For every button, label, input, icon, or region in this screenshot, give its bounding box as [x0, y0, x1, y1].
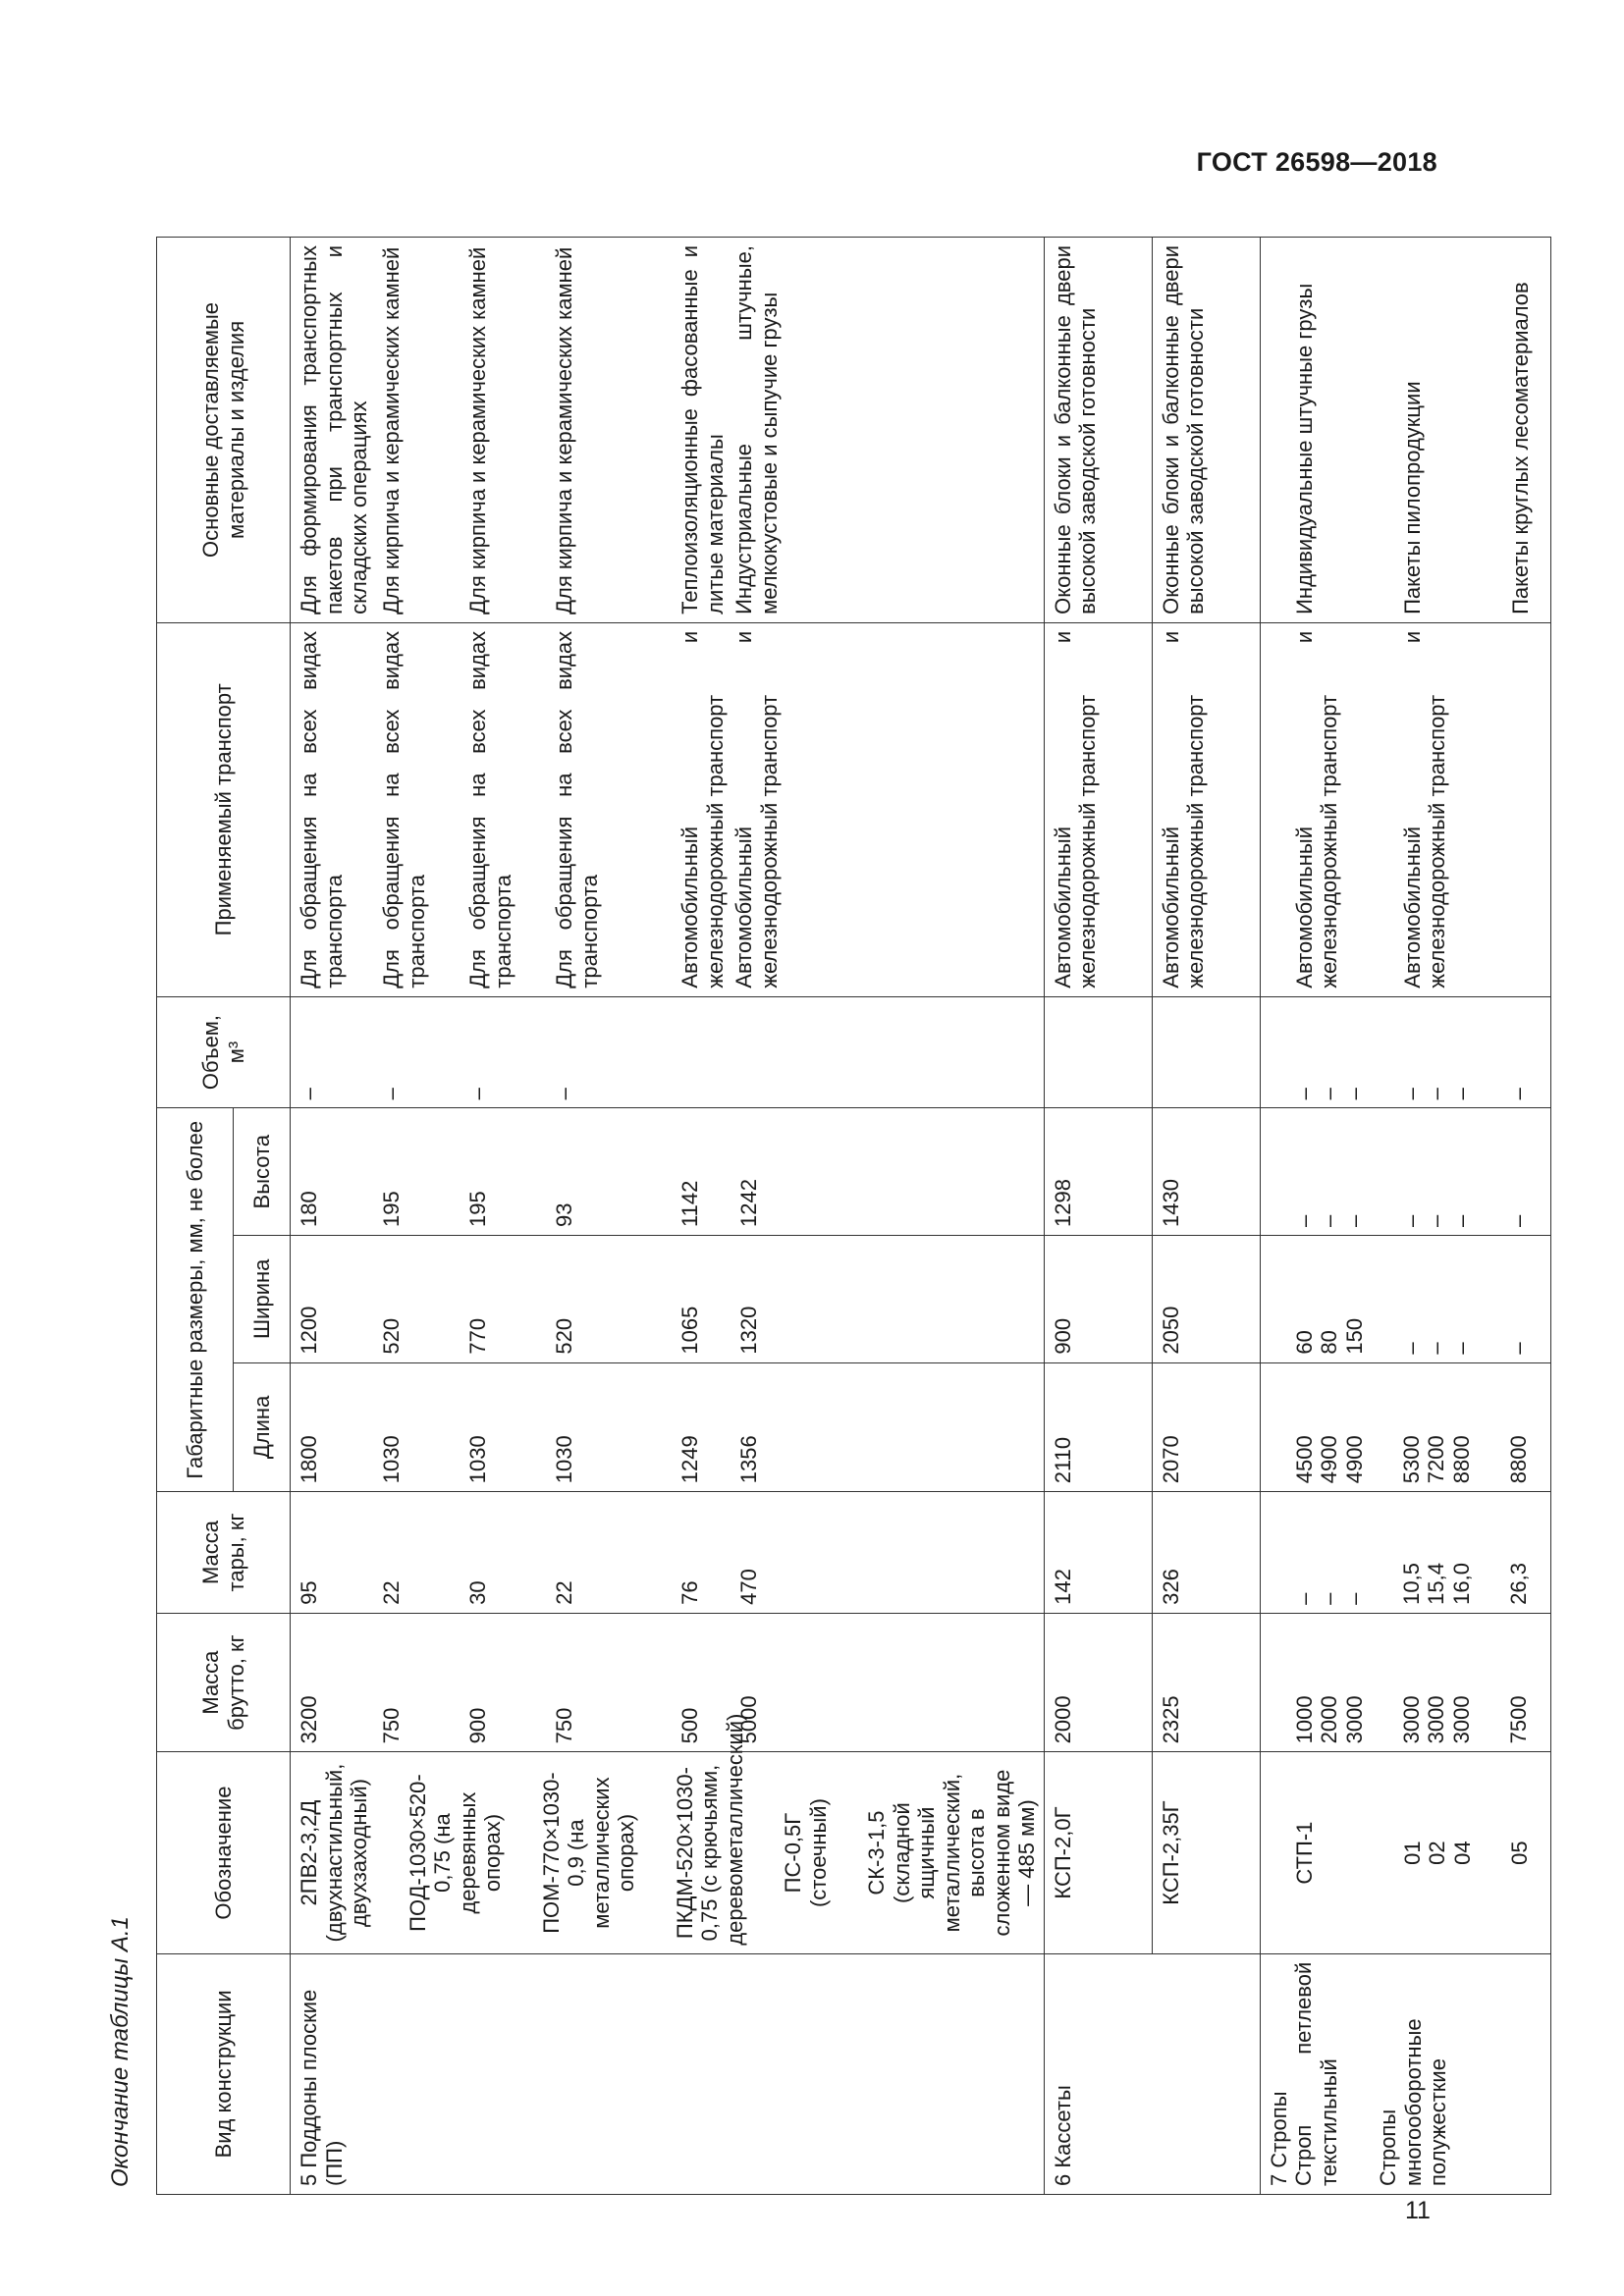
- gross-value: 2000: [1317, 1695, 1342, 1744]
- gross-value: 750: [552, 1707, 576, 1744]
- length-value: 1249: [677, 1435, 702, 1484]
- length-value: 2070: [1158, 1435, 1183, 1484]
- volume-value: –: [297, 1088, 321, 1100]
- height-value: –: [1505, 1214, 1531, 1227]
- col-volume: Объем, м³: [157, 996, 291, 1108]
- kind-cell: [291, 1953, 1045, 2194]
- width-value: 1200: [297, 1306, 321, 1355]
- tare-value: 30: [465, 1580, 490, 1605]
- width-value: 60: [1291, 1330, 1317, 1355]
- volume-value: –: [1317, 1088, 1342, 1100]
- height-cell: [1044, 1108, 1152, 1236]
- table-row: [1152, 238, 1260, 2195]
- transport-value: Автомобильный и железнодорожный транспорт: [677, 630, 728, 988]
- tare-cell: [1044, 1492, 1152, 1614]
- volume-value: –: [1448, 1088, 1474, 1100]
- materials-cell: [1044, 238, 1152, 623]
- transport-value: Для обращения на всех видах транспорта: [297, 630, 347, 988]
- materials-cell: [291, 238, 1045, 623]
- tare-cell: [1260, 1492, 1550, 1614]
- kind-label: 5 Поддоны плоские (ПП): [297, 1989, 347, 2186]
- designation-value: КСП-2,0Г: [1050, 1806, 1075, 1899]
- tare-cell: [291, 1492, 1045, 1614]
- col-transport: Применяемый транспорт: [157, 622, 291, 996]
- transport-value: Для обращения на всех видах транспорта: [465, 630, 515, 988]
- gross-value: 3000: [1341, 1695, 1367, 1744]
- gross-cell: [1044, 1613, 1152, 1752]
- designation-cell: [1260, 1752, 1550, 1953]
- length-cell: [291, 1362, 1045, 1492]
- width-cell: [1044, 1235, 1152, 1362]
- gross-value: 1000: [1291, 1695, 1317, 1744]
- height-value: –: [1424, 1214, 1449, 1227]
- kind-label: Стропы многооборотные полужесткие: [1376, 2018, 1451, 2186]
- transport-cell: [291, 622, 1045, 996]
- designation-cell: [1152, 1752, 1260, 1953]
- tare-value: –: [1291, 1592, 1317, 1605]
- page-number: 11: [1405, 2197, 1431, 2224]
- col-tare-mass: Масса тары, кг: [157, 1492, 291, 1614]
- gross-value: 7500: [1505, 1695, 1531, 1744]
- volume-value: –: [1398, 1088, 1424, 1100]
- materials-value: Оконные блоки и балконные двери высокой заводской готовности: [1158, 245, 1209, 614]
- width-cell: [291, 1235, 1045, 1362]
- tare-value: 26,3: [1505, 1562, 1531, 1605]
- gross-value: 3000: [1398, 1695, 1424, 1744]
- designation-value: 02: [1425, 1841, 1450, 1865]
- gross-cell: [1260, 1613, 1550, 1752]
- gost-table: [156, 237, 1551, 2195]
- materials-cell: [1152, 238, 1260, 623]
- width-value: 2050: [1158, 1306, 1183, 1355]
- gross-value: 3000: [1424, 1695, 1449, 1744]
- table-row: [1044, 238, 1152, 2195]
- volume-value: –: [552, 1088, 576, 1100]
- tare-value: 22: [379, 1580, 404, 1605]
- height-value: –: [1317, 1214, 1342, 1227]
- designation-value: ПОМ-770×1030-0,9 (на металлических опорах): [538, 1772, 639, 1934]
- tare-value: 142: [1050, 1569, 1075, 1605]
- height-value: 180: [297, 1191, 321, 1227]
- length-value: 1030: [552, 1435, 576, 1484]
- length-cell: [1152, 1362, 1260, 1492]
- gross-value: 2000: [1050, 1695, 1075, 1744]
- designation-value: СТП-1: [1291, 1821, 1317, 1885]
- materials-value: Пакеты пилопродукции: [1399, 381, 1425, 614]
- tare-value: 16,0: [1448, 1562, 1474, 1605]
- designation-value: СК-3-1,5 (складной ящичный металлический, высота в сложенном виде — 485 мм): [864, 1769, 1040, 1937]
- length-value: 8800: [1505, 1435, 1531, 1484]
- tare-value: 470: [736, 1569, 761, 1605]
- height-value: 1242: [736, 1179, 761, 1227]
- length-value: 8800: [1448, 1435, 1474, 1484]
- width-value: –: [1424, 1342, 1449, 1355]
- height-value: –: [1291, 1214, 1317, 1227]
- materials-value: Для кирпича и керамических камней: [552, 246, 576, 614]
- designation-value: ПС-0,5Г (стоечный): [781, 1798, 831, 1908]
- col-length: Длина: [234, 1362, 291, 1492]
- gross-value: 900: [465, 1707, 490, 1744]
- kind-cell: [1044, 1953, 1260, 2194]
- tare-value: 22: [552, 1580, 576, 1605]
- volume-value: –: [1424, 1088, 1449, 1100]
- width-value: 520: [379, 1317, 404, 1355]
- gross-cell: [1152, 1613, 1260, 1752]
- transport-value: Автомобильный и железнодорожный транспорт: [1399, 630, 1450, 988]
- volume-cell: [1152, 996, 1260, 1108]
- rotated-table-block: [107, 147, 1533, 2195]
- length-value: 4500: [1291, 1435, 1317, 1484]
- materials-cell: [1260, 238, 1550, 623]
- width-value: –: [1505, 1342, 1531, 1355]
- volume-cell: [1044, 996, 1152, 1108]
- volume-value: –: [1291, 1088, 1317, 1100]
- width-value: –: [1398, 1342, 1424, 1355]
- kind-label: 7 Стропы: [1266, 2091, 1291, 2186]
- width-value: 900: [1050, 1317, 1075, 1355]
- gross-value: 3000: [1448, 1695, 1474, 1744]
- col-dimensions-group: Габаритные размеры, мм, не более: [157, 1108, 234, 1492]
- col-gross-mass: Масса брутто, кг: [157, 1613, 291, 1752]
- width-value: 150: [1341, 1317, 1367, 1355]
- kind-label: Строп петлевой текстильный: [1291, 1961, 1341, 2186]
- volume-cell: [1260, 996, 1550, 1108]
- transport-cell: [1044, 622, 1152, 996]
- height-value: 195: [379, 1191, 404, 1227]
- length-value: 1030: [465, 1435, 490, 1484]
- designation-cell: [1044, 1752, 1152, 1953]
- materials-value: Для формирования транспортных пакетов при транспортных и складских операциях: [297, 245, 372, 614]
- height-cell: [1152, 1108, 1260, 1236]
- tare-value: 95: [297, 1580, 321, 1605]
- designation-value: 05: [1506, 1841, 1532, 1865]
- height-value: –: [1398, 1214, 1424, 1227]
- length-cell: [1260, 1362, 1550, 1492]
- kind-cell: [1260, 1953, 1550, 2194]
- materials-value: Индивидуальные штучные грузы: [1291, 283, 1317, 614]
- gross-value: 3200: [297, 1695, 321, 1744]
- transport-value: Для обращения на всех видах транспорта: [379, 630, 429, 988]
- width-value: 1320: [736, 1306, 761, 1355]
- gross-value: 500: [677, 1707, 702, 1744]
- width-value: 80: [1317, 1330, 1342, 1355]
- volume-value: –: [379, 1088, 404, 1100]
- materials-value: Пакеты круглых лесоматериалов: [1507, 282, 1533, 614]
- volume-cell: [291, 996, 1045, 1108]
- gross-value: 750: [379, 1707, 404, 1744]
- length-value: 4900: [1317, 1435, 1342, 1484]
- table-row: [1260, 238, 1550, 2195]
- designation-value: КСП-2,35Г: [1158, 1800, 1183, 1905]
- length-cell: [1044, 1362, 1152, 1492]
- width-cell: [1260, 1235, 1550, 1362]
- document-id: ГОСТ 26598—2018: [1196, 147, 1437, 177]
- height-value: 1298: [1050, 1179, 1075, 1227]
- tare-value: –: [1317, 1592, 1342, 1605]
- length-value: 7200: [1424, 1435, 1449, 1484]
- materials-value: Индустриальные штучные, мелкокустовые и сыпучие грузы: [731, 245, 782, 614]
- table-caption: Окончание таблицы А.1: [107, 1916, 134, 2187]
- transport-value: Автомобильный и железнодорожный транспорт: [1291, 630, 1342, 988]
- volume-value: –: [1505, 1088, 1531, 1100]
- tare-value: 76: [677, 1580, 702, 1605]
- width-value: 520: [552, 1317, 576, 1355]
- width-cell: [1152, 1235, 1260, 1362]
- width-value: –: [1448, 1342, 1474, 1355]
- col-width: Ширина: [234, 1235, 291, 1362]
- designation-value: 2ПВ2-3,2Д (двухнастильный, двухзаходный): [297, 1763, 372, 1943]
- height-cell: [1260, 1108, 1550, 1236]
- designation-value: ПКДМ-520×1030-0,75 (с крючьями, деревометаллический): [672, 1713, 747, 1946]
- length-value: 1030: [379, 1435, 404, 1484]
- materials-value: Для кирпича и керамических камней: [465, 246, 490, 614]
- length-value: 5300: [1398, 1435, 1424, 1484]
- tare-value: 10,5: [1398, 1562, 1424, 1605]
- gross-value: 5000: [736, 1695, 761, 1744]
- transport-value: Автомобильный и железнодорожный транспорт: [1050, 630, 1101, 988]
- height-value: 1430: [1158, 1179, 1183, 1227]
- height-value: –: [1448, 1214, 1474, 1227]
- length-value: 1800: [297, 1435, 321, 1484]
- height-cell: [291, 1108, 1045, 1236]
- width-value: 770: [465, 1317, 490, 1355]
- designation-value: ПОД-1030×520-0,75 (на деревянных опорах): [405, 1774, 506, 1932]
- col-materials: Основные доставляемые материалы и изделия: [157, 238, 291, 623]
- transport-value: Автомобильный и железнодорожный транспорт: [731, 630, 782, 988]
- designation-value: 01: [1399, 1841, 1425, 1865]
- header-row: [157, 238, 234, 2195]
- table-row: [291, 238, 1045, 2195]
- height-value: 93: [552, 1202, 576, 1227]
- transport-cell: [1260, 622, 1550, 996]
- kind-label: 6 Кассеты: [1050, 2085, 1075, 2186]
- col-designation: Обозначение: [157, 1752, 291, 1953]
- height-value: 195: [465, 1191, 490, 1227]
- gross-cell: [291, 1613, 1045, 1752]
- height-value: –: [1341, 1214, 1367, 1227]
- volume-value: –: [1341, 1088, 1367, 1100]
- height-value: 1142: [677, 1180, 702, 1227]
- gross-value: 2325: [1158, 1695, 1183, 1744]
- volume-value: –: [465, 1088, 490, 1100]
- materials-value: Теплоизоляционные фасованные и литые материалы: [677, 245, 728, 614]
- tare-value: –: [1341, 1592, 1367, 1605]
- transport-value: Для обращения на всех видах транспорта: [552, 630, 602, 988]
- col-kind: Вид конструкции: [157, 1953, 291, 2194]
- tare-cell: [1152, 1492, 1260, 1614]
- width-value: 1065: [677, 1306, 702, 1355]
- col-height: Высота: [234, 1108, 291, 1236]
- tare-value: 15,4: [1424, 1562, 1449, 1605]
- transport-cell: [1152, 622, 1260, 996]
- designation-value: 04: [1449, 1841, 1475, 1865]
- materials-value: Оконные блоки и балконные двери высокой заводской готовности: [1050, 245, 1101, 614]
- transport-value: Автомобильный и железнодорожный транспорт: [1158, 630, 1209, 988]
- tare-value: 326: [1158, 1569, 1183, 1605]
- length-value: 2110: [1050, 1436, 1075, 1484]
- materials-value: Для кирпича и керамических камней: [379, 246, 404, 614]
- length-value: 4900: [1341, 1435, 1367, 1484]
- length-value: 1356: [736, 1435, 761, 1484]
